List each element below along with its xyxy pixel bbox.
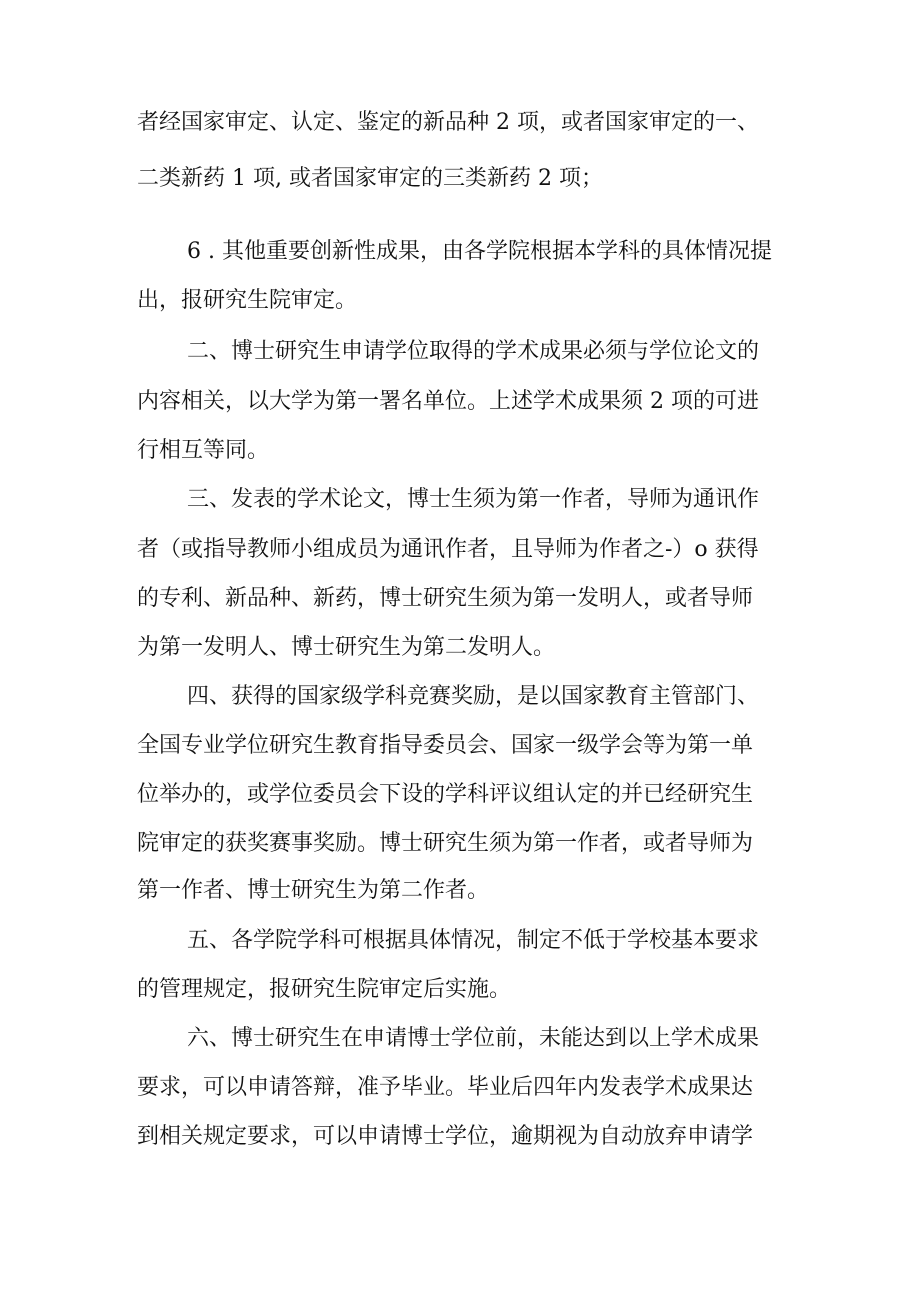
text-line: 六、博士研究生在申请博士学位前，未能达到以上学术成果 — [187, 1026, 760, 1051]
text-line: 6 . 其他重要创新性成果，由各学院根据本学科的具体情况提 — [187, 239, 772, 264]
text-line: 的专利、新品种、新药，博士研究生须为第一发明人，或者导师 — [137, 586, 754, 611]
text-line: 二、博士研究生申请学位取得的学术成果必须与学位论文的 — [187, 339, 760, 364]
text-line: 二类新药 1 项, 或者国家审定的三类新药 2 项； — [137, 166, 603, 191]
text-line: 五、各学院学科可根据具体情况，制定不低于学校基本要求 — [187, 928, 760, 953]
text-line: 内容相关，以大学为第一署名单位。上述学术成果须 2 项的可进 — [137, 389, 759, 414]
text-line: 行相互等同。 — [137, 438, 270, 463]
text-line: 者经国家审定、认定、鉴定的新品种 2 项，或者国家审定的一、 — [137, 110, 759, 135]
text-line: 第一作者、博士研究生为第二作者。 — [137, 878, 490, 903]
text-line: 四、获得的国家级学科竞赛奖励，是以国家教育主管部门、 — [187, 684, 760, 709]
text-line: 院审定的获奖赛事奖励。博士研究生须为第一作者，或者导师为 — [137, 831, 754, 856]
text-line: 全国专业学位研究生教育指导委员会、国家一级学会等为第一单 — [137, 733, 754, 758]
text-line: 三、发表的学术论文，博士生须为第一作者，导师为通讯作 — [187, 487, 760, 512]
text-line: 要求，可以申请答辩，准予毕业。毕业后四年内发表学术成果达 — [137, 1075, 754, 1100]
text-line: 为第一发明人、博士研究生为第二发明人。 — [137, 635, 556, 660]
text-line: 者（或指导教师小组成员为通讯作者，且导师为作者之-）o 获得 — [137, 537, 759, 562]
text-line: 出，报研究生院审定。 — [137, 288, 358, 313]
text-line: 到相关规定要求，可以申请博士学位，逾期视为自动放弃申请学 — [137, 1124, 754, 1149]
text-line: 的管理规定，报研究生院审定后实施。 — [137, 977, 512, 1002]
text-line: 位举办的，或学位委员会下设的学科评议组认定的并已经研究生 — [137, 782, 754, 807]
